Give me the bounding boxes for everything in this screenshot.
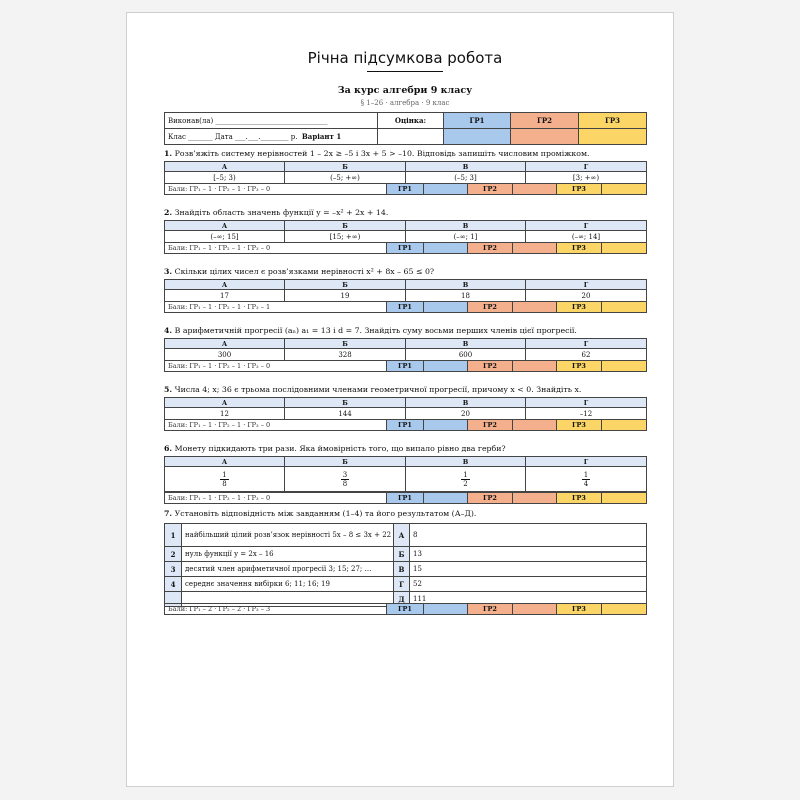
option-letter: В [406,339,526,349]
gr3-label: ГР3 [557,604,602,615]
question-number: 6. [164,444,173,453]
answer-options-5 [164,397,647,420]
answer-letter: Г [394,577,410,592]
option-letter: А [165,398,285,408]
matching-row [165,577,647,592]
score-label: Бали: ГР₁ – 1 · ГР₂ – 1 · ГР₃ – 0 [165,184,387,195]
question-prompt: Скільки цілих чисел є розв’язками нерівності x² + 8x – 65 ≤ 0? [174,267,435,276]
gr1-score-cell[interactable] [424,184,468,195]
fraction [582,471,590,488]
student-header [164,112,647,145]
gr2-score-cell[interactable] [513,302,557,313]
task-text: найбільший цілий розв’язок нерівності 5x – 8 ≤ 3x + 22 [182,524,394,547]
question-prompt: Установіть відповідність між завданням (1–4) та його результатом (А–Д). [174,509,477,518]
gr3-score-cell[interactable] [602,361,647,372]
gr2-score-cell[interactable] [513,493,557,504]
gr1-label: ГР1 [387,243,424,254]
option-letter: В [406,457,526,467]
question-1-text [164,149,646,159]
option-letter: Г [526,162,647,172]
question-number: 2. [164,208,173,217]
gr3-score-cell[interactable] [602,493,647,504]
denominator: 4 [583,479,589,488]
fraction [461,471,469,488]
answer-option[interactable]: [–5; 3) [165,172,285,184]
answer-option[interactable]: (–∞; 1] [406,231,526,243]
gr3-score-cell[interactable] [602,420,647,431]
option-letter: А [165,162,285,172]
answer-option[interactable] [406,467,526,492]
task-text: десятий член арифметичної прогресії 3; 15; 27; … [182,562,394,577]
answer-letter: В [394,562,410,577]
answer-options-4 [164,338,647,361]
gr2-score-cell[interactable] [513,184,557,195]
answer-option[interactable]: 328 [285,349,406,361]
task-text: середнє значення вибірки 6; 11; 16; 19 [182,577,394,592]
option-letter: А [165,339,285,349]
gr2-score-cell[interactable] [513,361,557,372]
matching-row [165,562,647,577]
answer-option[interactable]: (–5; +∞) [285,172,406,184]
answer-value[interactable]: 52 [410,577,647,592]
page-subtitle: За курс алгебри 9 класу [337,85,473,96]
matching-row [165,547,647,562]
score-label: Бали: ГР₁ – 1 · ГР₂ – 1 · ГР₃ – 0 [165,361,387,372]
question-prompt: Розв’яжіть систему нерівностей 1 – 2x ≥ –5 і 3x + 5 > –10. Відповідь запишіть числовим проміжком. [174,149,590,158]
answer-option[interactable]: (–5; 3] [406,172,526,184]
numerator: 1 [463,470,468,479]
gr1-label: ГР1 [387,302,424,313]
gr2-label: ГР2 [468,604,513,615]
answer-letter: Д [394,592,410,607]
option-letter: Г [526,280,647,290]
answer-options-1 [164,161,647,184]
score-row [164,603,647,615]
gr3-header: ГР3 [579,113,647,129]
question-number: 1. [164,149,173,158]
denominator: 8 [222,479,227,488]
option-letter: В [406,398,526,408]
option-letter: В [406,162,526,172]
denominator: 8 [342,479,348,488]
denominator: 2 [463,479,468,488]
answer-option[interactable]: 20 [406,408,526,420]
gr1-score-cell[interactable] [424,243,468,254]
answer-letter: Б [394,547,410,562]
score-row [164,419,647,431]
option-letter: Б [285,457,406,467]
answer-options-6 [164,456,647,492]
numerator: 3 [342,470,348,479]
option-letter: А [165,457,285,467]
gr2-header: ГР2 [511,113,579,129]
grade-value-cell[interactable] [378,129,444,145]
gr2-label: ГР2 [468,361,513,372]
answer-option[interactable]: 600 [406,349,526,361]
gr3-label: ГР3 [557,493,602,504]
score-label: Бали: ГР₁ – 1 · ГР₂ – 1 · ГР₃ – 0 [165,493,387,504]
answer-value[interactable]: 13 [410,547,647,562]
option-letter: Б [285,339,406,349]
page-title: Річна підсумкова робота [307,49,503,67]
gr3-label: ГР3 [557,243,602,254]
class-date-field[interactable] [165,129,378,145]
gr1-score-cell[interactable] [424,420,468,431]
answer-value[interactable]: 8 [410,524,647,547]
answer-option[interactable] [285,467,406,492]
gr2-score-cell[interactable] [513,604,557,615]
task-number: 2 [165,547,182,562]
gr1-label: ГР1 [387,184,424,195]
score-row [164,301,647,313]
question-prompt: Числа 4; x; 36 є трьома послідовними членами геометричної прогресії, причому x < 0. Знайдіть x. [174,385,582,394]
option-letter: Б [285,162,406,172]
gr1-label: ГР1 [387,493,424,504]
question-prompt: Монету підкидають три рази. Яка ймовірність того, що випало рівно два герби? [174,444,506,453]
answer-value[interactable]: 15 [410,562,647,577]
answer-option[interactable] [526,467,647,492]
question-number: 3. [164,267,173,276]
matching-table [164,523,647,607]
gr2-score-cell[interactable] [513,420,557,431]
answer-option[interactable]: [15; +∞) [285,231,406,243]
gr1-score-cell[interactable] [424,361,468,372]
score-label: Бали: ГР₁ – 1 · ГР₂ – 1 · ГР₃ – 0 [165,243,387,254]
option-letter: Б [285,398,406,408]
option-letter: Б [285,280,406,290]
task-number: 3 [165,562,182,577]
gr1-grade-cell[interactable] [444,129,511,145]
question-number: 7. [164,509,173,518]
gr1-label: ГР1 [387,604,424,615]
question-prompt: Знайдіть область значень функції y = –x² + 2x + 14. [174,208,389,217]
answer-options-3 [164,279,647,302]
gr3-label: ГР3 [557,302,602,313]
gr2-score-cell[interactable] [513,243,557,254]
answer-options-2 [164,220,647,243]
fraction [341,471,349,488]
gr1-score-cell[interactable] [424,604,468,615]
question-number: 4. [164,326,173,335]
answer-option[interactable]: 18 [406,290,526,302]
question-prompt: В арифметичній прогресії (aₙ) a₁ = 13 і d = 7. Знайдіть суму восьми перших членів цієї прогресії. [174,326,577,335]
grade-label: Оцінка: [378,113,444,129]
question-2-text [164,208,646,218]
answer-option[interactable]: 12 [165,408,285,420]
gr3-score-cell[interactable] [602,184,647,195]
gr3-label: ГР3 [557,184,602,195]
answer-option[interactable]: –12 [526,408,647,420]
section-range: § 1–26 · алгебра · 9 клас [360,99,450,107]
option-letter: Б [285,221,406,231]
gr1-label: ГР1 [387,361,424,372]
option-letter: А [165,280,285,290]
gr1-label: ГР1 [387,420,424,431]
gr3-label: ГР3 [557,361,602,372]
gr3-label: ГР3 [557,420,602,431]
gr3-score-cell[interactable] [602,243,647,254]
score-label: Бали: ГР₁ – 2 · ГР₂ – 2 · ГР₃ – 3 [165,604,387,615]
gr1-header: ГР1 [444,113,511,129]
answer-option[interactable]: 20 [526,290,647,302]
option-letter: В [406,280,526,290]
score-label: Бали: ГР₁ – 1 · ГР₂ – 1 · ГР₃ – 1 [165,302,387,313]
variant-label: Варіант 1 [301,132,342,141]
answer-letter: А [394,524,410,547]
gr3-score-cell[interactable] [602,604,647,615]
gr2-label: ГР2 [468,302,513,313]
gr2-label: ГР2 [468,493,513,504]
option-letter: Г [526,221,647,231]
matching-row [165,524,647,547]
answer-option[interactable]: 62 [526,349,647,361]
score-row [164,360,647,372]
task-text: нуль функції y = 2x – 16 [182,547,394,562]
option-letter: Г [526,398,647,408]
score-label: Бали: ГР₁ – 1 · ГР₂ – 1 · ГР₃ – 0 [165,420,387,431]
gr3-grade-cell[interactable] [579,129,647,145]
score-row [164,492,647,504]
question-6-text [164,444,646,454]
option-letter: Г [526,339,647,349]
gr1-score-cell[interactable] [424,493,468,504]
gr2-label: ГР2 [468,243,513,254]
answer-option[interactable]: 17 [165,290,285,302]
gr2-label: ГР2 [468,184,513,195]
answer-option[interactable]: 19 [285,290,406,302]
option-letter: Г [526,457,647,467]
answer-option[interactable]: 300 [165,349,285,361]
task-number: 1 [165,524,182,547]
question-number: 5. [164,385,173,394]
name-field[interactable]: Виконав(ла) ________________________________ [165,113,378,129]
answer-option[interactable]: 144 [285,408,406,420]
gr1-score-cell[interactable] [424,302,468,313]
gr3-score-cell[interactable] [602,302,647,313]
question-5-text [164,385,646,395]
title-underline [367,71,443,72]
option-letter: В [406,221,526,231]
worksheet-page [126,12,674,787]
numerator: 1 [583,470,589,479]
question-4-text [164,326,646,336]
numerator: 1 [222,470,227,479]
answer-option[interactable] [165,467,285,492]
score-row [164,242,647,254]
answer-option[interactable]: (–∞; 14] [526,231,647,243]
question-7-text [164,509,646,519]
answer-option[interactable]: [3; +∞) [526,172,647,184]
option-letter: А [165,221,285,231]
gr2-label: ГР2 [468,420,513,431]
question-3-text [164,267,646,277]
answer-value[interactable]: 111 [410,592,647,607]
task-number: 4 [165,577,182,592]
fraction [220,471,228,488]
gr2-grade-cell[interactable] [511,129,579,145]
class-date-label: Клас _______ Дата ___.___.________ р. [168,133,298,141]
answer-option[interactable]: (–∞; 15] [165,231,285,243]
score-row [164,183,647,195]
